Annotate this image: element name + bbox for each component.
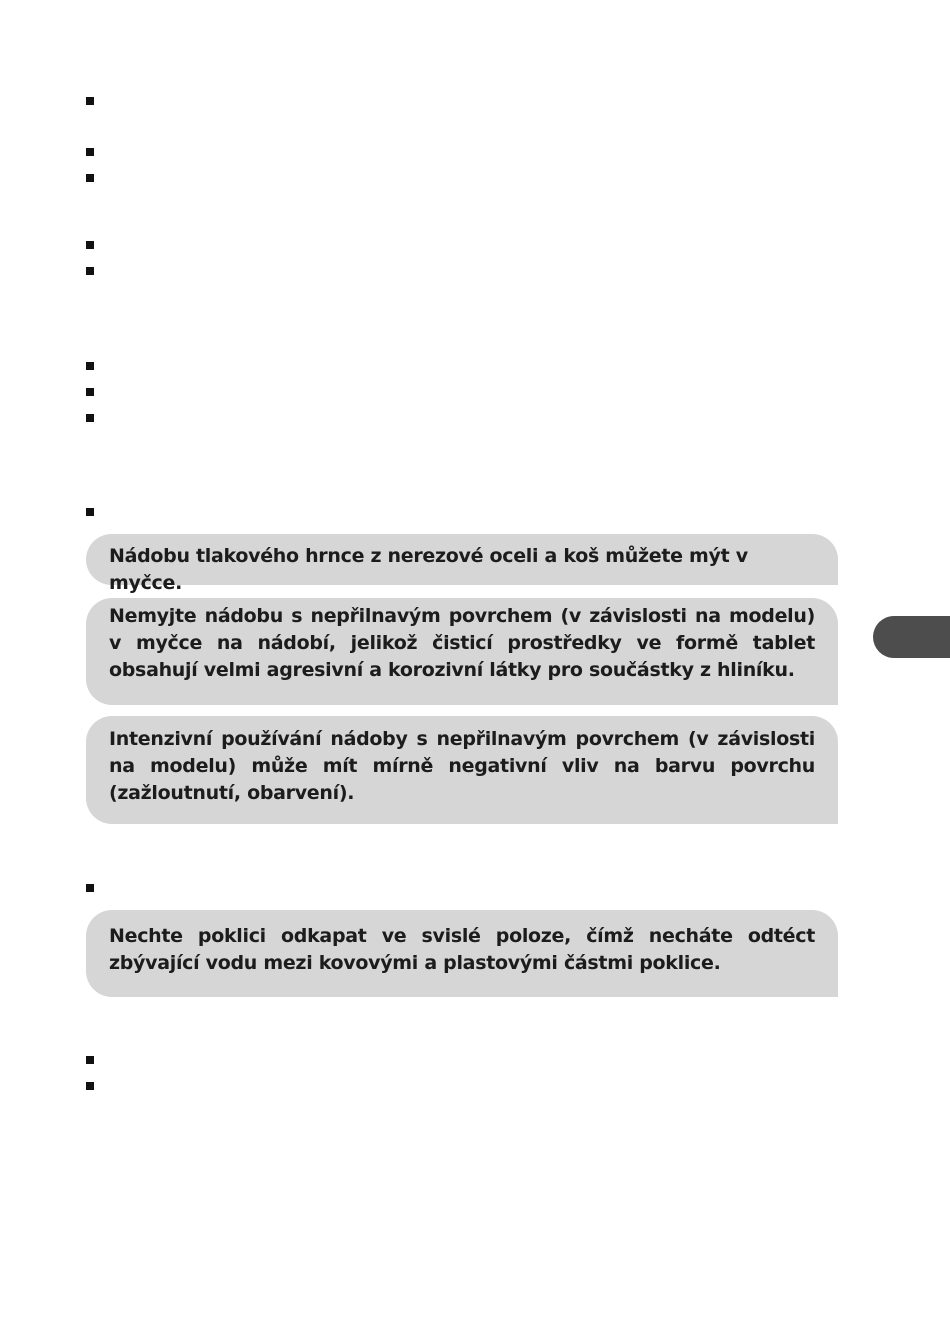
bullet-marker: [86, 508, 94, 516]
bullet-marker: [86, 388, 94, 396]
bullet-marker: [86, 414, 94, 422]
note-dishwasher-ok-text: Nádobu tlakového hrnce z nerezové oceli a koš můžete mýt v myčce.: [109, 545, 748, 594]
bullet-marker: [86, 241, 94, 249]
bullet-marker: [86, 174, 94, 182]
note-lid-drain-text: Nechte poklici odkapat ve svislé poloze, čímž necháte odtéct zbývající vodu mezi kovovými a plastovými částmi poklice.: [109, 925, 815, 974]
note-nonstick-warning: [86, 598, 838, 705]
bullet-marker: [86, 1056, 94, 1064]
section-tab: [873, 616, 950, 658]
note-dishwasher-ok: [86, 534, 838, 594]
note-nonstick-warning-text: Nemyjte nádobu s nepřilnavým povrchem (v závislosti na modelu) v myčce na nádobí, jelikož čisticí prostředky ve formě tablet obsahují velmi agresivní a korozivní látky pro součástky z hliníku.: [109, 605, 815, 681]
bullet-marker: [86, 884, 94, 892]
note-intensive-use-text: Intenzivní používání nádoby s nepřilnavým povrchem (v závislosti na modelu) může mít mírně negativní vliv na barvu povrchu (zažloutnutí, obarvení).: [109, 728, 815, 804]
bullet-marker: [86, 148, 94, 156]
note-lid-drain: [86, 910, 838, 997]
bullet-marker: [86, 267, 94, 275]
bullet-marker: [86, 1082, 94, 1090]
bullet-marker: [86, 97, 94, 105]
note-intensive-use: [86, 716, 838, 824]
bullet-marker: [86, 362, 94, 370]
